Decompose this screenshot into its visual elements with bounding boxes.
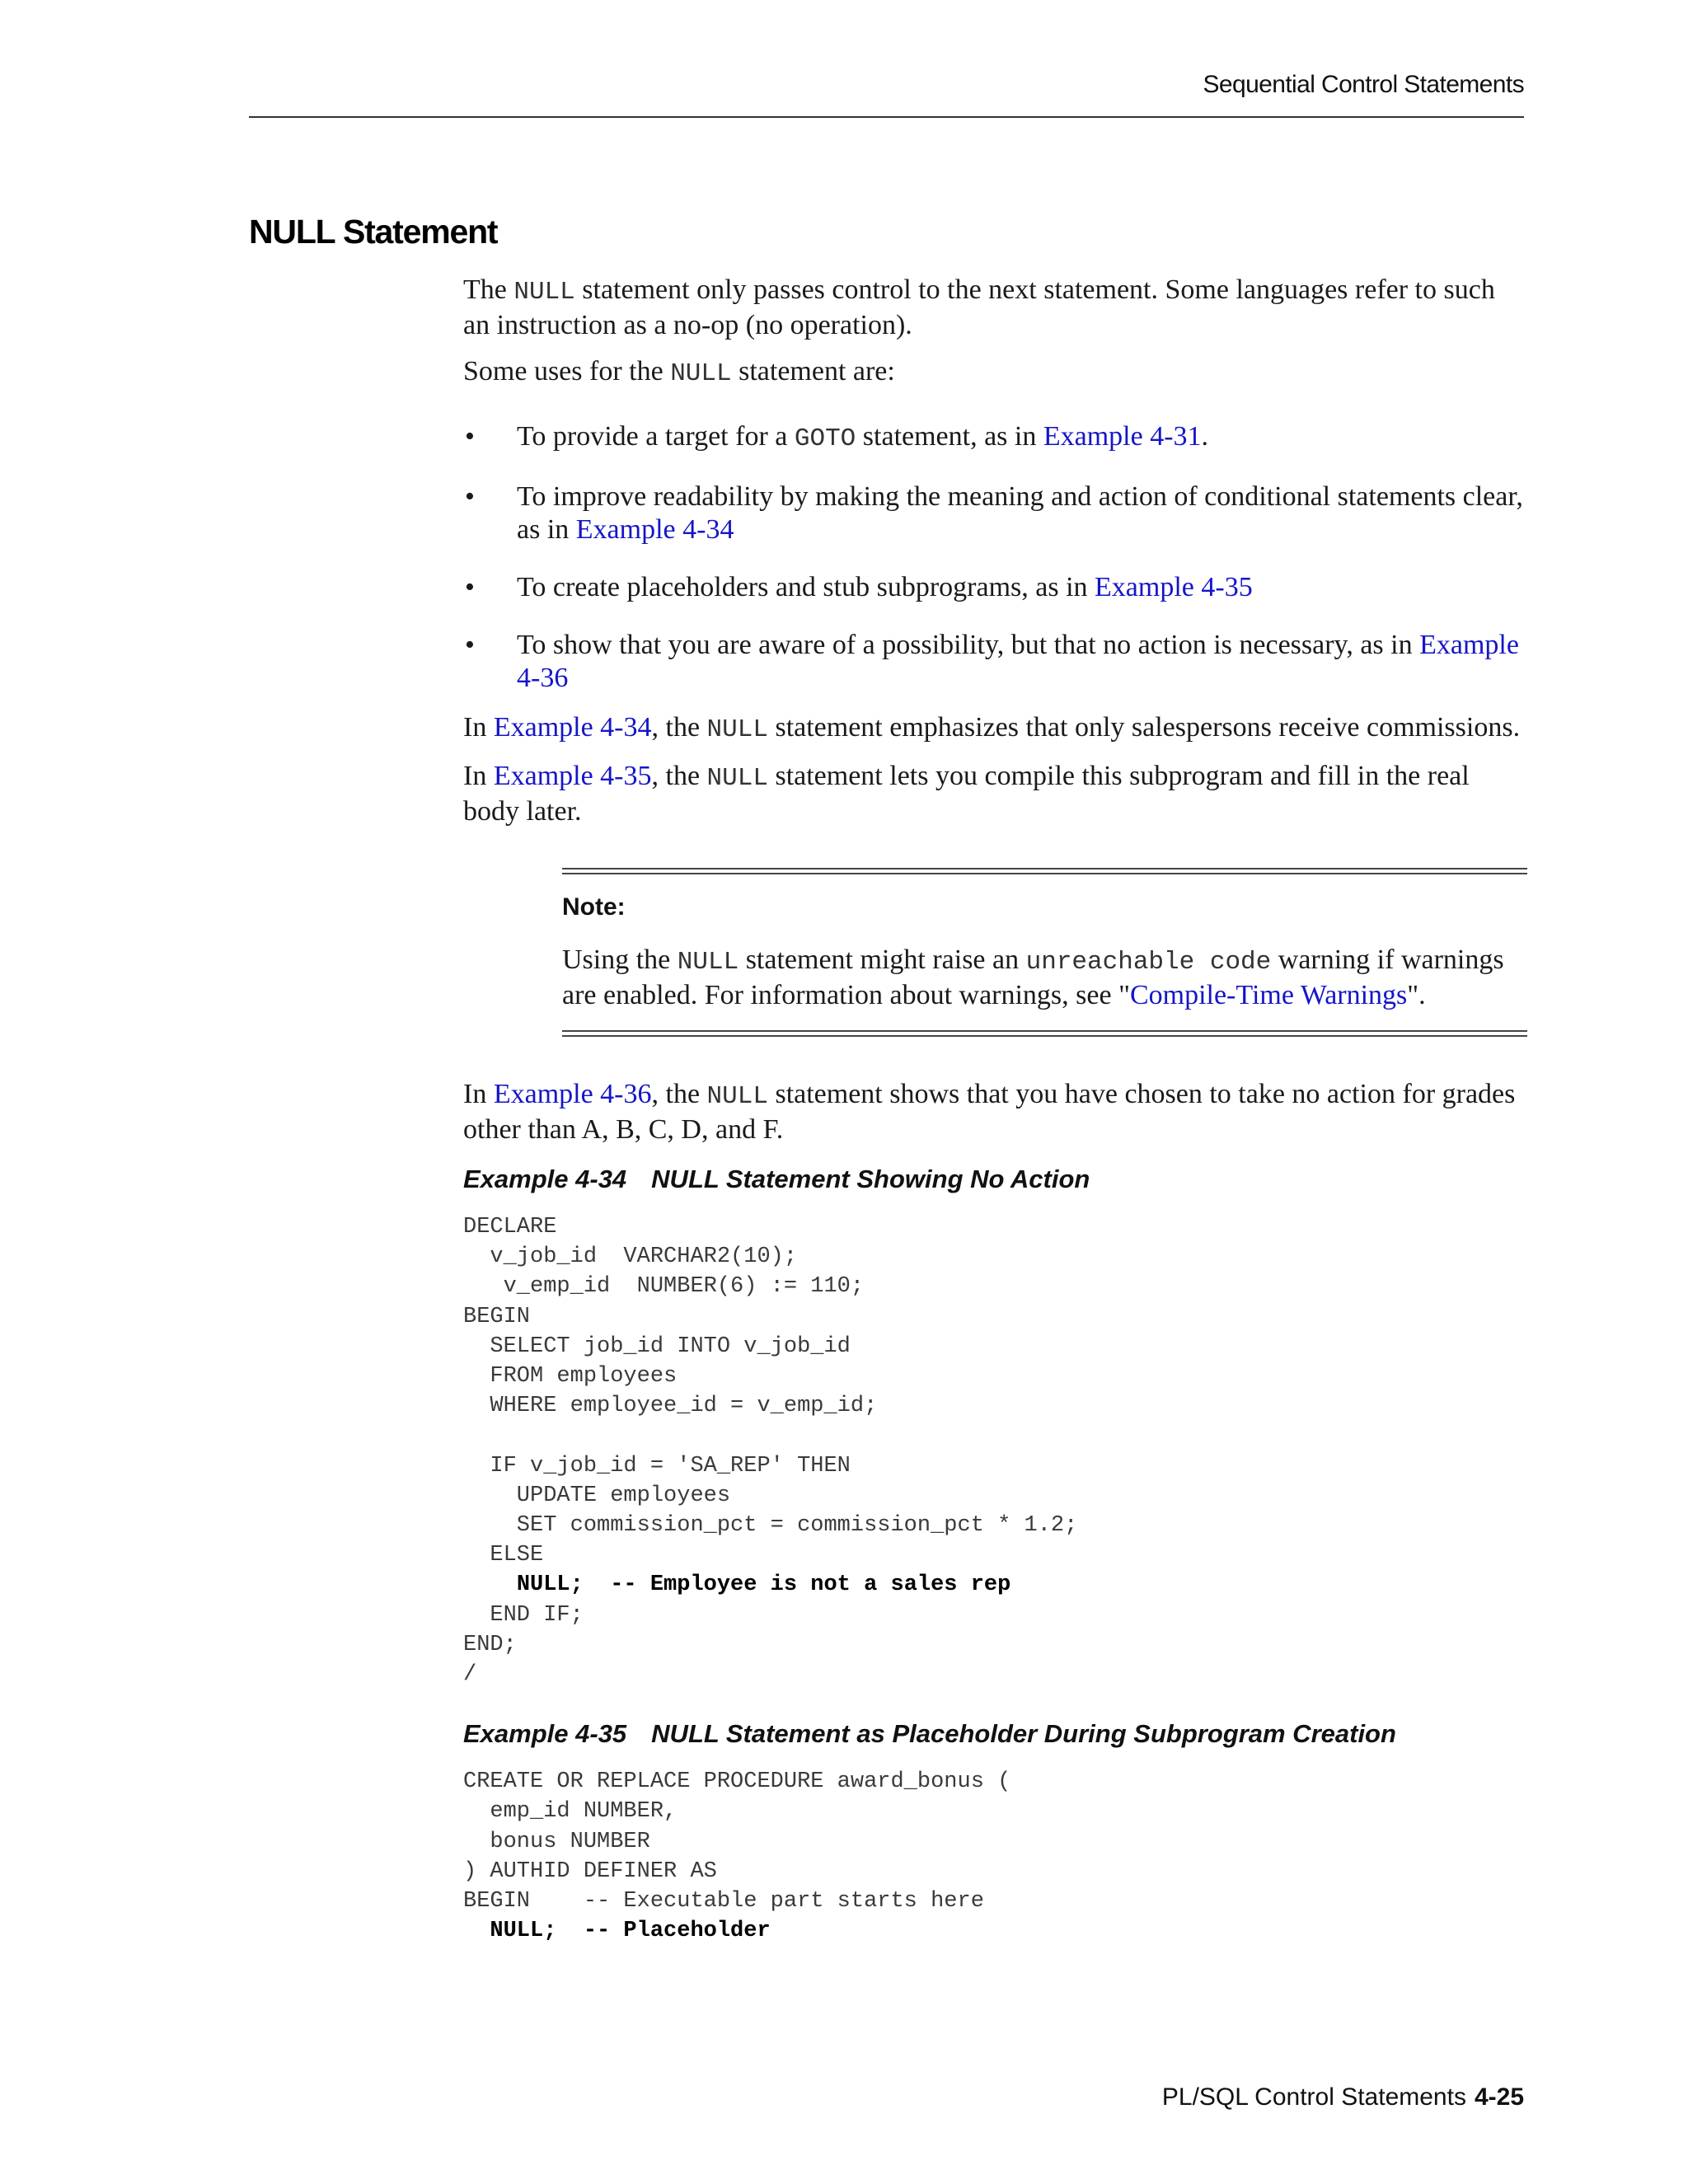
list-item: • To show that you are aware of a possibility, but that no action is necessary, as in Example 4-36 [465, 630, 1519, 693]
code-block-example-4-35: CREATE OR REPLACE PROCEDURE award_bonus ( emp_id NUMBER, bonus NUMBER ) AUTHID DEFINER AS BEGIN -- Executable part starts here NULL; -- Placeholder [463, 1769, 1011, 1944]
inline-code: NULL [670, 359, 732, 388]
list-item: • To create placeholders and stub subprograms, as in Example 4-35 [465, 572, 1253, 602]
paragraph-example-4-35: In Example 4-35, the NULL statement lets you compile this subprogram and fill in the real body later. [463, 761, 1470, 827]
note-text: Using the NULL statement might raise an unreachable code warning if warnings are enabled. For information about warnings, see "Compile-Time Warnings". [562, 944, 1504, 1010]
bullet-icon: • [465, 481, 475, 512]
note-box [562, 868, 1527, 1037]
inline-code: NULL [706, 715, 768, 744]
inline-code: unreachable code [1025, 948, 1272, 977]
example-link[interactable]: Example 4-34 [493, 712, 652, 743]
example-link[interactable]: Example 4-36 [493, 1079, 652, 1109]
example-link[interactable]: Example 4-35 [1095, 572, 1253, 602]
uses-intro-paragraph: Some uses for the NULL statement are: [463, 356, 895, 388]
running-header: Sequential Control Statements [1203, 71, 1524, 98]
bullet-icon: • [465, 421, 475, 452]
code-block-example-4-34: DECLARE v_job_id VARCHAR2(10); v_emp_id NUMBER(6) := 110; BEGIN SELECT job_id INTO v_job_id FROM employees WHERE employee_id = v_emp_id; IF v_job_id = 'SA_REP' THEN UPDATE employees SET commission_pct = commission_pct * 1.2; ELSE NULL; -- Employee is not a sales rep END IF; END; / [463, 1215, 1078, 1688]
uses-list [463, 420, 1528, 695]
example-4-35-title: Example 4-35 NULL Statement as Placeholder During Subprogram Creation [463, 1719, 1396, 1749]
header-rule [249, 116, 1524, 118]
inline-code: NULL [677, 948, 739, 977]
list-item: • To improve readability by making the meaning and action of conditional statements clear, as in Example 4-34 [465, 481, 1523, 545]
note-label: Note: [562, 893, 626, 921]
example-4-34-title: Example 4-34 NULL Statement Showing No Action [463, 1165, 1090, 1193]
example-link[interactable]: Example 4-34 [575, 514, 734, 545]
page-number: 4-25 [1474, 2083, 1524, 2111]
running-footer [0, 2083, 1524, 2111]
inline-code: NULL [706, 764, 768, 793]
inline-code: NULL [513, 278, 575, 307]
inline-code: NULL [706, 1082, 768, 1111]
note-bottom-rule [562, 1030, 1527, 1037]
paragraph-example-4-36: In Example 4-36, the NULL statement shows that you have chosen to take no action for grades other than A, B, C, D, and F. [463, 1079, 1516, 1145]
example-link[interactable]: Example 4-31 [1043, 421, 1202, 452]
body-column [463, 274, 1528, 1946]
example-link[interactable]: Example 4-36 [517, 630, 1519, 693]
note-top-rule [562, 868, 1527, 874]
bullet-icon: • [465, 572, 475, 602]
intro-paragraph: The NULL statement only passes control to the next statement. Some languages refer to such an instruction as a no-op (no operation). [463, 274, 1495, 340]
example-link[interactable]: Example 4-35 [493, 761, 652, 791]
paragraph-example-4-34: In Example 4-34, the NULL statement emphasizes that only salespersons receive commissions. [463, 712, 1521, 744]
compile-time-warnings-link[interactable]: Compile-Time Warnings [1129, 980, 1408, 1010]
inline-code: GOTO [794, 424, 856, 453]
section-title: NULL Statement [249, 213, 498, 251]
footer-label: PL/SQL Control Statements [1161, 2083, 1466, 2111]
list-item: • To provide a target for a GOTO statement, as in Example 4-31. [465, 421, 1209, 453]
bullet-icon: • [465, 630, 475, 660]
